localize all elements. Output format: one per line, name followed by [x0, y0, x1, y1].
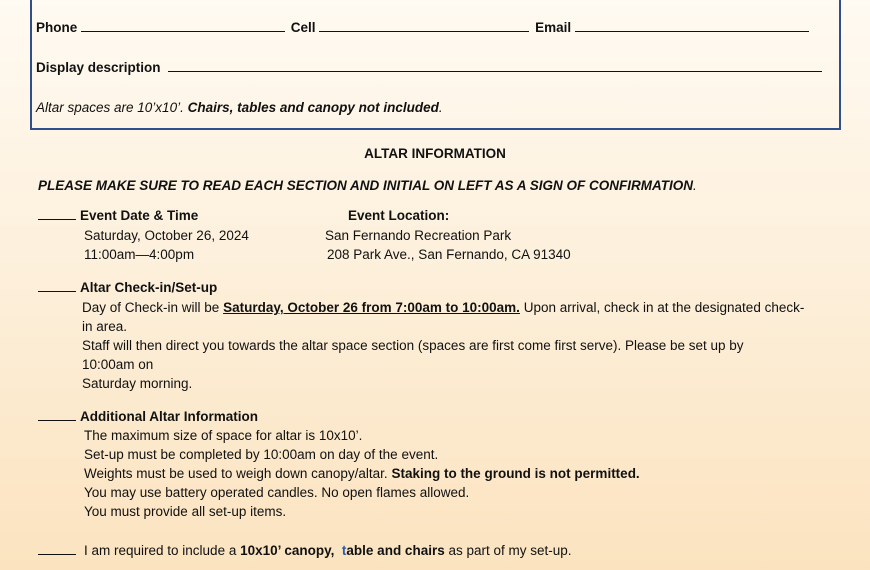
initial-blank-required[interactable] — [38, 544, 76, 555]
note-bold: Chairs, tables and canopy not included — [187, 100, 439, 115]
checkin-line-5: Saturday morning. — [82, 376, 193, 391]
checkin-title: Altar Check-in/Set-up — [80, 280, 218, 295]
required-t-letter: t — [341, 543, 347, 558]
instruction-suffix: . — [693, 178, 697, 193]
required-prefix: I am required to include a — [84, 543, 241, 558]
additional-section-header — [38, 409, 258, 424]
cell-field[interactable] — [319, 30, 529, 32]
event-title: Event Date & Time — [80, 208, 199, 223]
checkin-line1-prefix: Day of Check-in will be — [82, 300, 224, 315]
event-time: 11:00am—4:00pm — [84, 247, 195, 262]
initial-blank-event[interactable] — [38, 209, 76, 220]
additional-line-2: Set-up must be completed by 10:00am on day of the event. — [84, 447, 439, 462]
note-prefix: Altar spaces are 10’x10’. — [36, 100, 184, 115]
additional-title: Additional Altar Information — [80, 409, 258, 424]
required-bold-canopy: 10x10’ canopy, — [240, 543, 335, 558]
altar-space-note — [36, 100, 443, 115]
phone-label: Phone — [36, 20, 78, 35]
additional-line3-prefix: Weights must be used to weigh down canopy/altar. — [84, 466, 392, 481]
phone-row — [36, 20, 809, 35]
initial-blank-checkin[interactable] — [38, 281, 76, 292]
checkin-line1-suffix: Upon arrival, check in at the designated check- — [519, 300, 805, 315]
location-name: San Fernando Recreation Park — [325, 228, 512, 243]
email-label: Email — [535, 20, 572, 35]
instruction-text: PLEASE MAKE SURE TO READ EACH SECTION AND INITIAL ON LEFT AS A SIGN OF CONFIRMATION — [38, 178, 694, 193]
event-section-header — [38, 208, 198, 223]
email-field[interactable] — [575, 30, 809, 32]
checkin-line1-bold: Saturday, October 26 from 7:00am to 10:00am. — [223, 300, 520, 315]
additional-line-4: You may use battery operated candles. No open flames allowed. — [84, 485, 470, 500]
display-description-field[interactable] — [168, 70, 822, 72]
checkin-line-1 — [82, 300, 804, 315]
display-row — [36, 60, 822, 75]
additional-line-1: The maximum size of space for altar is 10x10’. — [84, 428, 363, 443]
required-statement — [38, 543, 572, 558]
additional-line3-bold: Staking to the ground is not permitted. — [391, 466, 640, 481]
location-address: 208 Park Ave., San Fernando, CA 91340 — [327, 247, 571, 262]
required-bold-table: able and chairs — [346, 543, 445, 558]
checkin-line-3: Staff will then direct you towards the altar space section (spaces are first come first serve). Please be set up by — [82, 338, 744, 353]
event-date: Saturday, October 26, 2024 — [84, 228, 249, 243]
cell-label: Cell — [290, 20, 316, 35]
instruction — [38, 178, 697, 193]
phone-field[interactable] — [81, 30, 285, 32]
note-suffix: . — [438, 100, 443, 115]
required-space — [334, 543, 342, 558]
checkin-section-header — [38, 280, 217, 295]
required-suffix: as part of my set-up. — [444, 543, 572, 558]
checkin-line-2: in area. — [82, 319, 128, 334]
additional-line-3 — [84, 466, 640, 481]
display-label: Display description — [36, 60, 161, 75]
initial-blank-additional[interactable] — [38, 410, 76, 421]
page-title: ALTAR INFORMATION — [364, 146, 506, 161]
location-title: Event Location: — [348, 208, 450, 223]
checkin-line-4: 10:00am on — [82, 357, 154, 372]
additional-line-5: You must provide all set-up items. — [84, 504, 287, 519]
